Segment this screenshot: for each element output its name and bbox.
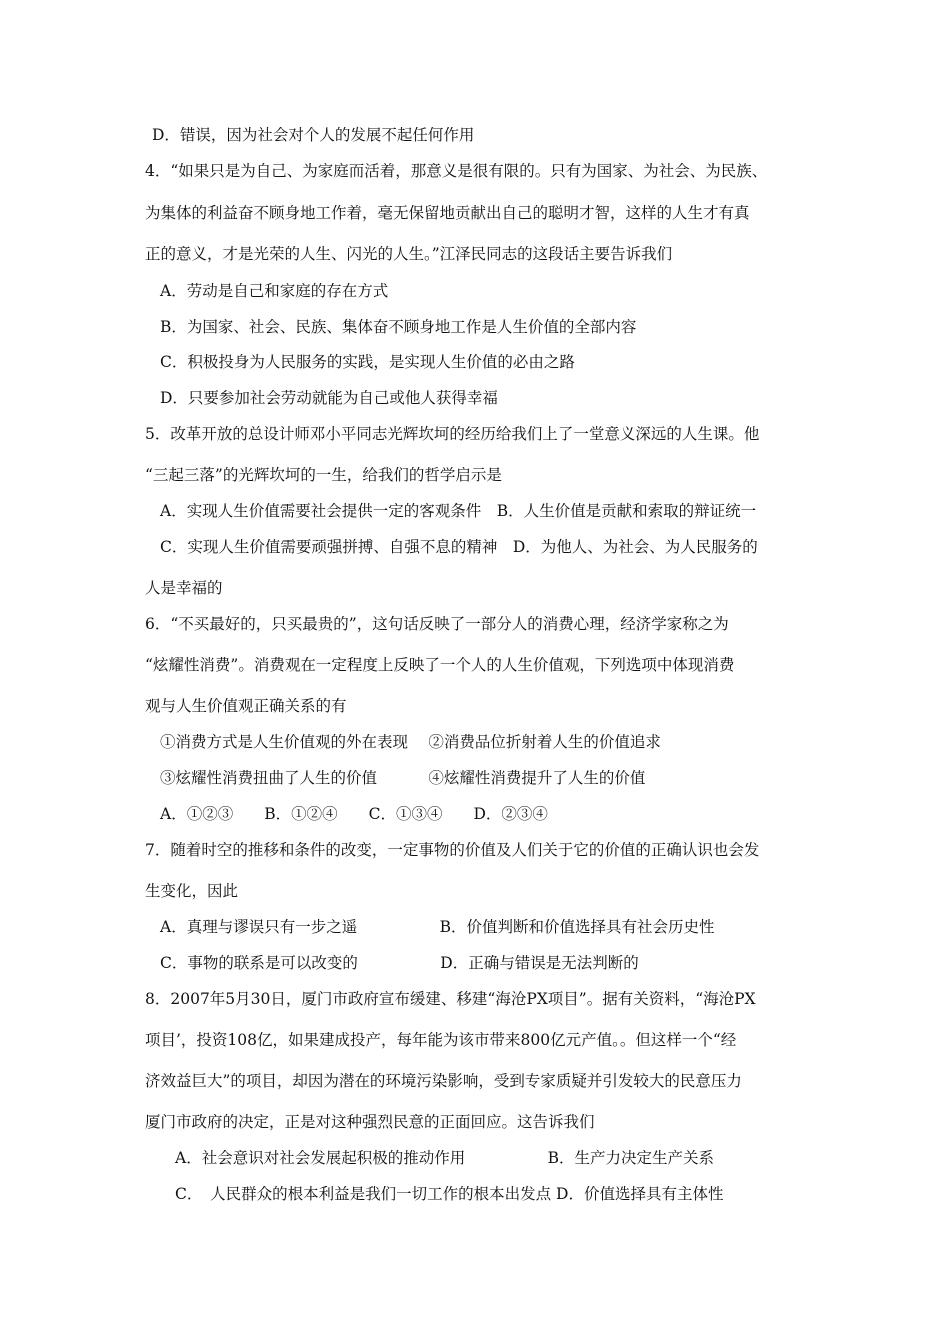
q5-options-ab: A．实现人生价值需要社会提供一定的客观条件 B．人生价值是贡献和索取的辩证统一 xyxy=(160,502,757,520)
q8-stem-line-1: 8．2007年5月30日，厦门市政府宣布缓建、移建“海沧PX项目”。据有关资料，“海沧PX xyxy=(145,990,756,1008)
q8-stem-line-3: 济效益巨大”的项目，却因为潜在的环境污染影响，受到专家质疑并引发较大的民意压力 xyxy=(145,1072,742,1090)
q7-options-cd: C．事物的联系是可以改变的 D．正确与错误是无法判断的 xyxy=(160,954,639,972)
q6-options: A．①②③ B．①②④ C．①③④ D．②③④ xyxy=(160,805,548,823)
q6-statements-3-4: ③炫耀性消费扭曲了人生的价值 ④炫耀性消费提升了人生的价值 xyxy=(160,769,646,787)
q4-stem-line-1: 4．“如果只是为自己、为家庭而活着，那意义是很有限的。只有为国家、为社会、为民族、 xyxy=(145,162,768,180)
q6-statements-1-2: ①消费方式是人生价值观的外在表现 ②消费品位折射着人生的价值追求 xyxy=(160,733,661,751)
q8-options-cd: C． 人民群众的根本利益是我们一切工作的根本出发点 D．价值选择具有主体性 xyxy=(175,1185,724,1203)
q6-stem-line-2: “炫耀性消费”。消费观在一定程度上反映了一个人的人生价值观，下列选项中体现消费 xyxy=(145,656,735,674)
q5-stem-line-2: “三起三落”的光辉坎坷的一生，给我们的哲学启示是 xyxy=(145,466,502,484)
q5-options-cd: C．实现人生价值需要顽强拼搏、自强不息的精神 D．为他人、为社会、为人民服务的 xyxy=(160,538,758,556)
q4-option-a: A．劳动是自己和家庭的存在方式 xyxy=(160,282,389,300)
q4-option-b: B．为国家、社会、民族、集体奋不顾身地工作是人生价值的全部内容 xyxy=(160,318,637,336)
q8-stem-line-4: 厦门市政府的决定，正是对这种强烈民意的正面回应。这告诉我们 xyxy=(145,1113,595,1131)
q4-stem-line-3: 正的意义，才是光荣的人生、闪光的人生。”江泽民同志的这段话主要告诉我们 xyxy=(145,245,673,263)
q4-stem-line-2: 为集体的利益奋不顾身地工作着，毫无保留地贡献出自己的聪明才智，这样的人生才有真 xyxy=(145,204,750,222)
q8-stem-line-2: 项目’，投资108亿，如果建成投产，每年能为该市带来800亿元产值。。但这样一个“经 xyxy=(145,1031,737,1049)
q6-stem-line-3: 观与人生价值观正确关系的有 xyxy=(145,697,347,715)
q6-stem-line-1: 6．“不买最好的，只买最贵的”，这句话反映了一部分人的消费心理，经济学家称之为 xyxy=(145,615,729,633)
q4-option-c: C．积极投身为人民服务的实践，是实现人生价值的必由之路 xyxy=(160,353,575,371)
q8-options-ab: A．社会意识对社会发展起积极的推动作用 B．生产力决定生产关系 xyxy=(175,1149,715,1167)
q3-option-d: D．错误，因为社会对个人的发展不起任何作用 xyxy=(152,126,475,144)
q7-stem-line-2: 生变化，因此 xyxy=(145,882,239,900)
q5-option-d-continued: 人是幸福的 xyxy=(145,579,223,597)
q5-stem-line-1: 5．改革开放的总设计师邓小平同志光辉坎坷的经历给我们上了一堂意义深远的人生课。他 xyxy=(145,425,760,443)
q4-option-d: D．只要参加社会劳动就能为自己或他人获得幸福 xyxy=(160,389,498,407)
q7-stem-line-1: 7．随着时空的推移和条件的改变，一定事物的价值及人们关于它的价值的正确认识也会发 xyxy=(145,841,760,859)
q7-options-ab: A．真理与谬误只有一步之遥 B．价值判断和价值选择具有社会历史性 xyxy=(160,918,715,936)
